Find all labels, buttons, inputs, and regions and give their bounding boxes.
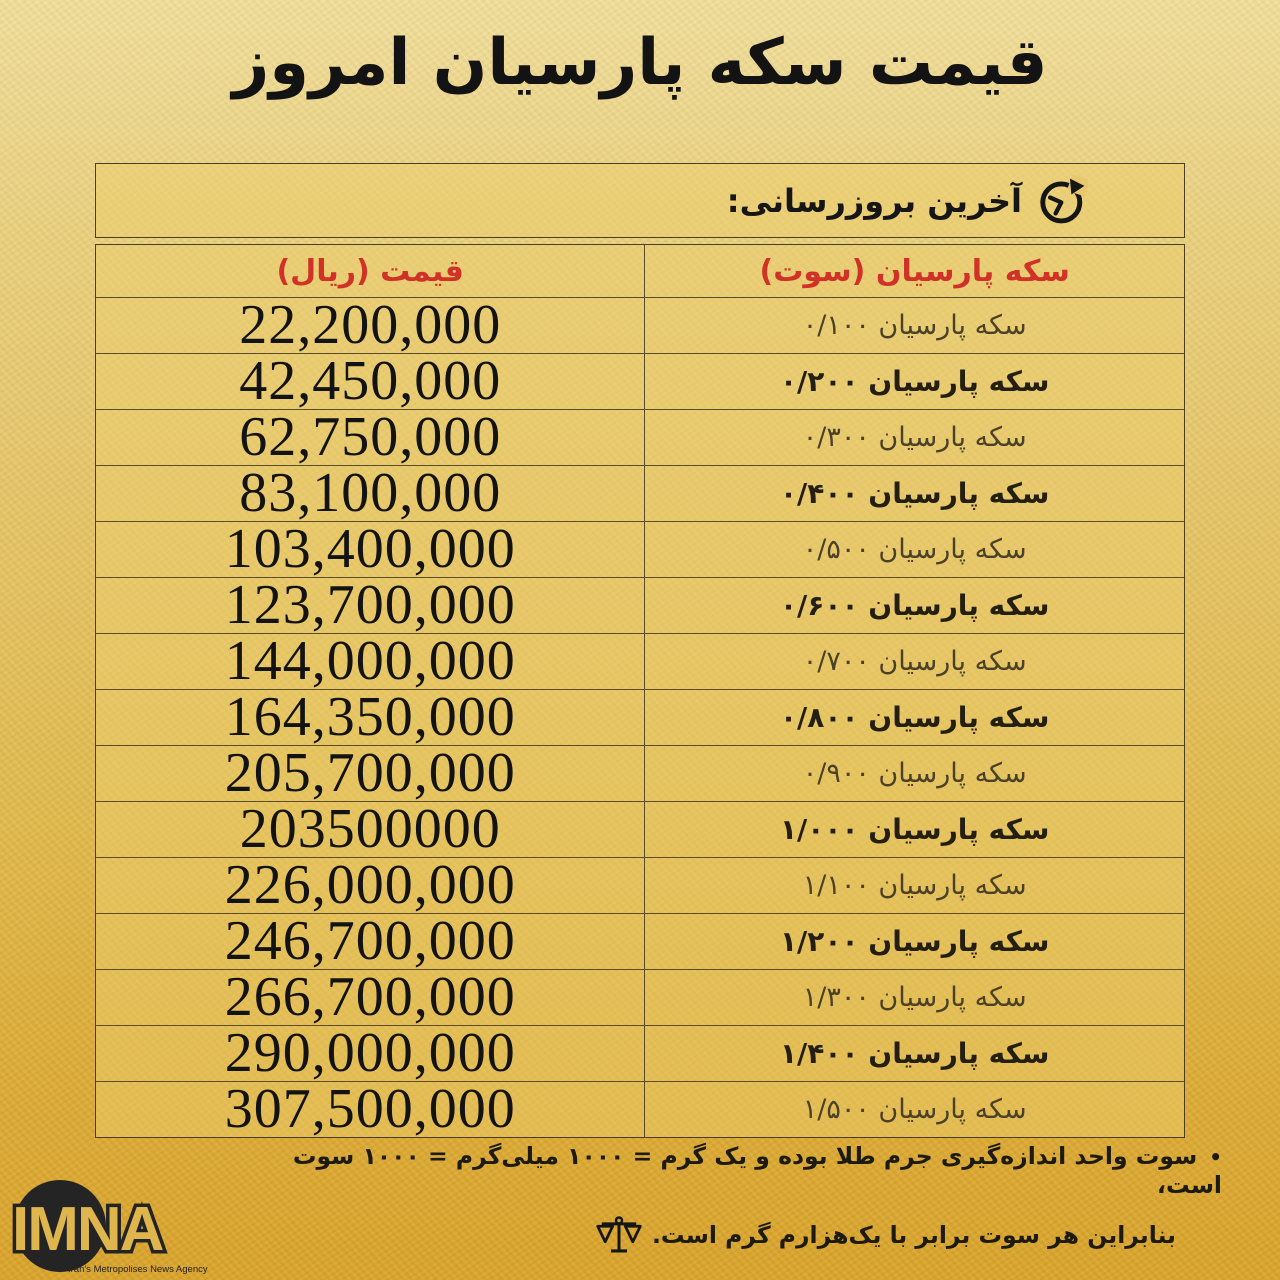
- table-row: [96, 966, 1184, 1028]
- price-grid: [95, 244, 1185, 1138]
- coin-name: سکه پارسیان ۱/۱۰۰: [802, 870, 1027, 901]
- coin-name: سکه پارسیان ۰/۲۰۰: [779, 365, 1050, 398]
- coin-name: سکه پارسیان ۱/۳۰۰: [802, 982, 1027, 1013]
- page-title: قیمت سکه پارسیان امروز: [232, 26, 1048, 100]
- coin-price: 144,000,000: [224, 630, 516, 692]
- coin-price: 246,700,000: [224, 910, 516, 972]
- coin-name: سکه پارسیان ۰/۹۰۰: [802, 758, 1027, 789]
- table-row: [96, 798, 1184, 860]
- coin-name: سکه پارسیان ۰/۵۰۰: [802, 534, 1027, 565]
- coin-name: سکه پارسیان ۰/۱۰۰: [802, 310, 1027, 341]
- footnote-line-1-text: سوت واحد اندازه‌گیری جرم طلا بوده و یک گرم = ۱۰۰۰ میلی‌گرم = ۱۰۰۰ سوت است،: [292, 1142, 1222, 1200]
- coin-price: 205,700,000: [224, 742, 516, 804]
- coin-price: 226,000,000: [224, 854, 516, 916]
- table-row: [96, 294, 1184, 356]
- footnote-line-2-text: بنابراین هر سوت برابر با یک‌هزارم گرم است.: [651, 1221, 1176, 1250]
- coin-name: سکه پارسیان ۰/۴۰۰: [779, 477, 1050, 510]
- coin-price: 22,200,000: [239, 294, 502, 356]
- table-row: [96, 462, 1184, 524]
- coin-name: سکه پارسیان ۰/۷۰۰: [802, 646, 1027, 677]
- balance-scales-icon: [596, 1215, 642, 1257]
- table-row: [96, 742, 1184, 804]
- table-row: [96, 518, 1184, 580]
- table-row: [96, 1078, 1184, 1140]
- price-column-header: قیمت (ریال): [276, 253, 464, 289]
- last-update-row: [95, 163, 1185, 238]
- coin-price: 83,100,000: [239, 462, 502, 524]
- coin-name: سکه پارسیان ۰/۶۰۰: [779, 589, 1050, 622]
- table-row: [96, 910, 1184, 972]
- table-row: [96, 686, 1184, 748]
- coin-name: سکه پارسیان ۰/۸۰۰: [779, 701, 1050, 734]
- coin-price: 203500000: [239, 798, 501, 860]
- bullet-dot: •: [1209, 1145, 1222, 1169]
- logo-wordmark: IMNA: [12, 1195, 163, 1264]
- coin-column-header: سکه پارسیان (سوت): [644, 245, 1184, 297]
- clock-refresh-icon: [1036, 175, 1088, 227]
- table-row: [96, 854, 1184, 916]
- table-row: [96, 1022, 1184, 1084]
- table-header-row: [96, 245, 1184, 298]
- price-table: [95, 163, 1185, 1138]
- coin-name: سکه پارسیان ۱/۰۰۰: [779, 813, 1050, 846]
- coin-price: 290,000,000: [224, 1022, 516, 1084]
- coin-price: 42,450,000: [239, 350, 502, 412]
- footnotes: [222, 1142, 1222, 1257]
- logo-tagline: Iran's Metropolises News Agency: [68, 1264, 208, 1275]
- coin-price: 307,500,000: [224, 1078, 516, 1140]
- coin-price: 164,350,000: [224, 686, 516, 748]
- coin-name: سکه پارسیان ۱/۵۰۰: [802, 1094, 1027, 1125]
- coin-price: 62,750,000: [239, 406, 502, 468]
- coin-price: 266,700,000: [224, 966, 516, 1028]
- coin-name: سکه پارسیان ۰/۳۰۰: [802, 422, 1027, 453]
- footnote-line-1: [222, 1142, 1222, 1201]
- table-row: [96, 350, 1184, 412]
- table-row: [96, 574, 1184, 636]
- coin-price: 103,400,000: [224, 518, 516, 580]
- imna-logo: [6, 1180, 266, 1280]
- last-update-label: آخرین بروزرسانی:: [726, 181, 1022, 220]
- footnote-line-2: [222, 1215, 1176, 1257]
- coin-name: سکه پارسیان ۱/۲۰۰: [779, 925, 1050, 958]
- table-row: [96, 630, 1184, 692]
- table-row: [96, 406, 1184, 468]
- coin-price: 123,700,000: [224, 574, 516, 636]
- coin-name: سکه پارسیان ۱/۴۰۰: [779, 1037, 1050, 1070]
